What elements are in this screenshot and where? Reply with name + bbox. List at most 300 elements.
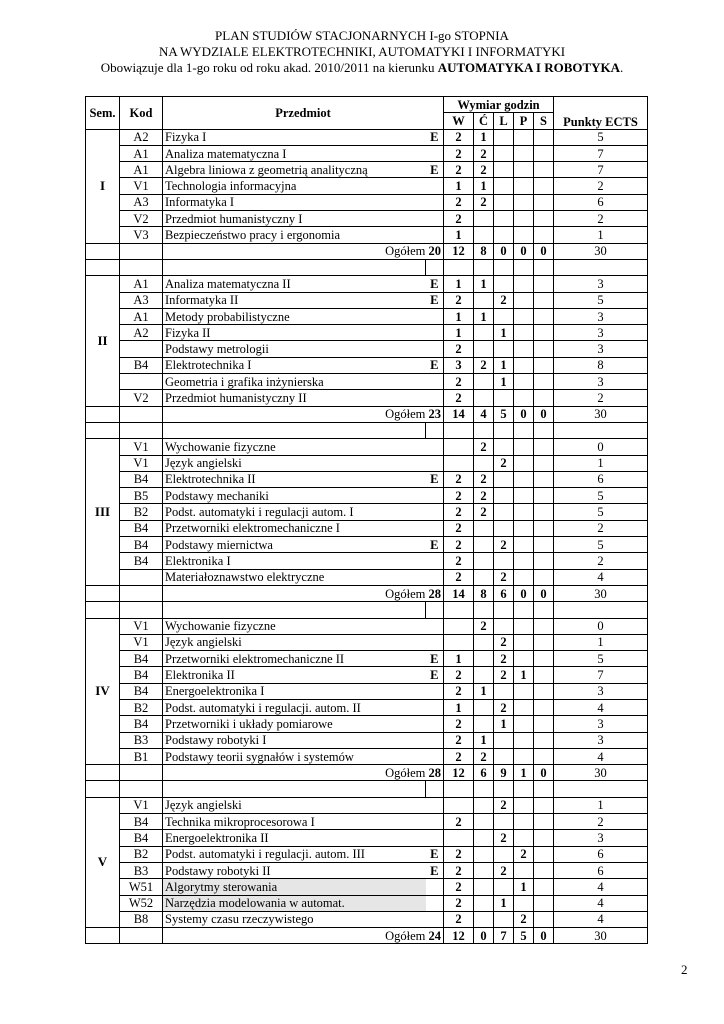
ects-points: 0 — [554, 618, 648, 634]
ects-points: 4 — [554, 699, 648, 715]
hours-c — [474, 911, 494, 927]
exam-flag — [426, 488, 444, 504]
exam-flag — [426, 520, 444, 536]
hours-c — [474, 292, 494, 308]
hours-w: 1 — [444, 651, 474, 667]
hours-c — [474, 862, 494, 878]
table-row — [86, 814, 648, 830]
hours-p — [514, 537, 534, 553]
total-hours-sum: 23 — [428, 407, 441, 422]
hours-w — [444, 618, 474, 634]
total-label-cell — [163, 928, 444, 944]
column-header-w: W — [444, 113, 474, 129]
hours-p: 2 — [514, 846, 534, 862]
hours-w: 2 — [444, 488, 474, 504]
hours-p — [514, 455, 534, 471]
hours-p — [514, 732, 534, 748]
empty-cell — [474, 259, 494, 275]
hours-p — [514, 227, 534, 243]
table-row — [86, 618, 648, 634]
hours-w: 2 — [444, 748, 474, 764]
ects-points: 3 — [554, 683, 648, 699]
total-w: 12 — [444, 765, 474, 781]
hours-w: 2 — [444, 341, 474, 357]
semester-total-row — [86, 243, 648, 259]
hours-p — [514, 390, 534, 406]
hours-s — [534, 553, 554, 569]
hours-s — [534, 683, 554, 699]
exam-flag: E — [426, 129, 444, 145]
hours-p — [514, 341, 534, 357]
ects-points: 4 — [554, 895, 648, 911]
table-row — [86, 879, 648, 895]
hours-c: 2 — [474, 162, 494, 178]
hours-s — [534, 520, 554, 536]
empty-cell — [120, 243, 163, 259]
hours-s — [534, 651, 554, 667]
ects-points: 6 — [554, 862, 648, 878]
hours-w: 2 — [444, 145, 474, 161]
column-header-s: S — [534, 113, 554, 129]
hours-w: 2 — [444, 716, 474, 732]
hours-s — [534, 634, 554, 650]
course-code: B2 — [120, 699, 163, 715]
course-name: Energoelektronika I — [163, 683, 426, 699]
header-line-1: PLAN STUDIÓW STACJONARNYCH I-go STOPNIA — [215, 28, 509, 43]
ects-points: 6 — [554, 471, 648, 487]
header-line-3-suffix: . — [620, 60, 624, 75]
column-header-p: P — [514, 113, 534, 129]
course-code: B4 — [120, 520, 163, 536]
course-name: Fizyka II — [163, 325, 426, 341]
hours-s — [534, 178, 554, 194]
semester-total-row — [86, 585, 648, 601]
separator-row — [86, 259, 648, 275]
hours-w: 1 — [444, 308, 474, 324]
hours-l: 1 — [494, 325, 514, 341]
ects-points: 5 — [554, 651, 648, 667]
table-row — [86, 390, 648, 406]
hours-p — [514, 553, 534, 569]
table-row — [86, 145, 648, 161]
course-code: B3 — [120, 862, 163, 878]
course-name: Bezpieczeństwo pracy i ergonomia — [163, 227, 426, 243]
exam-flag — [426, 683, 444, 699]
exam-flag: E — [426, 276, 444, 292]
hours-l: 1 — [494, 357, 514, 373]
exam-flag — [426, 439, 444, 455]
course-code: B4 — [120, 357, 163, 373]
course-code: A3 — [120, 194, 163, 210]
course-code: V1 — [120, 797, 163, 813]
hours-l: 1 — [494, 374, 514, 390]
empty-cell — [534, 422, 554, 438]
semester-label: I — [86, 129, 120, 243]
empty-cell — [86, 259, 120, 275]
total-p: 1 — [514, 765, 534, 781]
ects-points: 6 — [554, 846, 648, 862]
table-row — [86, 797, 648, 813]
course-name: Podstawy teorii sygnałów i systemów — [163, 748, 426, 764]
hours-c — [474, 520, 494, 536]
hours-s — [534, 129, 554, 145]
exam-flag — [426, 634, 444, 650]
total-ects: 30 — [554, 928, 648, 944]
table-row — [86, 683, 648, 699]
hours-s — [534, 162, 554, 178]
hours-w: 1 — [444, 178, 474, 194]
exam-flag — [426, 830, 444, 846]
hours-s — [534, 194, 554, 210]
hours-c: 1 — [474, 683, 494, 699]
exam-flag — [426, 716, 444, 732]
table-row — [86, 227, 648, 243]
hours-s — [534, 211, 554, 227]
hours-c — [474, 537, 494, 553]
hours-w: 1 — [444, 325, 474, 341]
header-line-3 — [0, 60, 724, 76]
course-name: Przedmiot humanistyczny I — [163, 211, 426, 227]
total-label-cell — [163, 243, 444, 259]
hours-p — [514, 797, 534, 813]
course-code — [120, 374, 163, 390]
hours-w: 2 — [444, 162, 474, 178]
ects-points: 5 — [554, 129, 648, 145]
course-name: Podstawy robotyki II — [163, 862, 426, 878]
ects-points: 2 — [554, 520, 648, 536]
table-row — [86, 569, 648, 585]
semester-label: IV — [86, 618, 120, 765]
ects-points: 5 — [554, 537, 648, 553]
empty-cell — [120, 781, 163, 797]
hours-w: 2 — [444, 504, 474, 520]
table-row — [86, 325, 648, 341]
ects-points: 4 — [554, 748, 648, 764]
hours-p — [514, 748, 534, 764]
hours-c: 1 — [474, 129, 494, 145]
hours-w: 2 — [444, 553, 474, 569]
hours-l: 1 — [494, 716, 514, 732]
hours-l — [494, 145, 514, 161]
hours-l: 2 — [494, 797, 514, 813]
empty-cell — [494, 422, 514, 438]
hours-w: 2 — [444, 211, 474, 227]
hours-s — [534, 455, 554, 471]
course-name: Analiza matematyczna II — [163, 276, 426, 292]
hours-s — [534, 732, 554, 748]
hours-p — [514, 145, 534, 161]
empty-cell — [86, 765, 120, 781]
course-code: B1 — [120, 748, 163, 764]
empty-cell — [426, 259, 444, 275]
empty-cell — [494, 781, 514, 797]
empty-cell — [86, 602, 120, 618]
hours-l — [494, 504, 514, 520]
ects-points: 3 — [554, 716, 648, 732]
semester-label: II — [86, 276, 120, 406]
exam-flag: E — [426, 162, 444, 178]
course-code: V1 — [120, 178, 163, 194]
hours-w: 2 — [444, 667, 474, 683]
course-name: Podstawy robotyki I — [163, 732, 426, 748]
course-name: Technika mikroprocesorowa I — [163, 814, 426, 830]
study-plan-table — [85, 96, 648, 944]
table-row — [86, 178, 648, 194]
course-code: B3 — [120, 732, 163, 748]
column-header-ects: Punkty ECTS — [554, 97, 648, 130]
column-header-l: L — [494, 113, 514, 129]
hours-c — [474, 797, 494, 813]
header-line-3-prefix: Obowiązuje dla 1-go roku od roku akad. 2010/2011 na kierunku — [100, 60, 438, 75]
course-name: Podstawy metrologii — [163, 341, 426, 357]
hours-l — [494, 748, 514, 764]
total-p: 0 — [514, 585, 534, 601]
hours-s — [534, 488, 554, 504]
page-number: 2 — [681, 962, 688, 977]
table-row — [86, 830, 648, 846]
separator-row — [86, 781, 648, 797]
empty-cell — [163, 781, 426, 797]
hours-c — [474, 227, 494, 243]
ects-points: 2 — [554, 211, 648, 227]
hours-l — [494, 276, 514, 292]
ects-points: 1 — [554, 227, 648, 243]
exam-flag — [426, 308, 444, 324]
hours-s — [534, 618, 554, 634]
empty-cell — [120, 602, 163, 618]
hours-l — [494, 879, 514, 895]
hours-c — [474, 211, 494, 227]
empty-cell — [554, 602, 648, 618]
course-name: Wychowanie fizyczne — [163, 439, 426, 455]
hours-w: 2 — [444, 846, 474, 862]
ects-points: 1 — [554, 797, 648, 813]
column-header-kod: Kod — [120, 97, 163, 130]
exam-flag — [426, 732, 444, 748]
course-code — [120, 569, 163, 585]
table-row — [86, 308, 648, 324]
separator-row — [86, 602, 648, 618]
hours-l — [494, 732, 514, 748]
hours-p: 1 — [514, 667, 534, 683]
ects-points: 8 — [554, 357, 648, 373]
hours-l: 1 — [494, 895, 514, 911]
ects-points: 5 — [554, 292, 648, 308]
semester-total-row — [86, 928, 648, 944]
course-name: Energoelektronika II — [163, 830, 426, 846]
ects-points: 7 — [554, 145, 648, 161]
exam-flag: E — [426, 667, 444, 683]
exam-flag — [426, 390, 444, 406]
hours-c — [474, 455, 494, 471]
exam-flag — [426, 895, 444, 911]
ects-points: 4 — [554, 569, 648, 585]
hours-c — [474, 341, 494, 357]
total-l: 9 — [494, 765, 514, 781]
hours-p — [514, 488, 534, 504]
course-name: Technologia informacyjna — [163, 178, 426, 194]
exam-flag: E — [426, 651, 444, 667]
hours-s — [534, 308, 554, 324]
course-name: Narzędzia modelowania w automat. — [163, 895, 426, 911]
hours-s — [534, 276, 554, 292]
table-row — [86, 439, 648, 455]
ects-points: 1 — [554, 455, 648, 471]
course-code — [120, 341, 163, 357]
course-code: W51 — [120, 879, 163, 895]
table-row — [86, 911, 648, 927]
total-l: 5 — [494, 406, 514, 422]
table-row — [86, 651, 648, 667]
total-s: 0 — [534, 765, 554, 781]
table-row — [86, 862, 648, 878]
hours-p — [514, 374, 534, 390]
total-s: 0 — [534, 243, 554, 259]
course-name: Informatyka I — [163, 194, 426, 210]
field-of-study: AUTOMATYKA I ROBOTYKA — [437, 60, 621, 75]
total-l: 6 — [494, 585, 514, 601]
total-hours-sum: 24 — [428, 928, 441, 943]
hours-l — [494, 194, 514, 210]
ects-points: 3 — [554, 276, 648, 292]
exam-flag — [426, 504, 444, 520]
course-code: B4 — [120, 814, 163, 830]
course-code: B4 — [120, 651, 163, 667]
exam-flag — [426, 145, 444, 161]
empty-cell — [534, 602, 554, 618]
hours-l — [494, 162, 514, 178]
hours-c — [474, 846, 494, 862]
hours-s — [534, 846, 554, 862]
ects-points: 3 — [554, 325, 648, 341]
hours-p — [514, 569, 534, 585]
hours-w: 1 — [444, 276, 474, 292]
course-name: Podst. automatyki i regulacji. autom. III — [163, 846, 426, 862]
course-code: A2 — [120, 129, 163, 145]
hours-c — [474, 667, 494, 683]
table-row — [86, 504, 648, 520]
empty-cell — [474, 422, 494, 438]
table-row — [86, 846, 648, 862]
total-w: 14 — [444, 585, 474, 601]
ects-points: 0 — [554, 439, 648, 455]
hours-c — [474, 634, 494, 650]
hours-s — [534, 227, 554, 243]
hours-c: 2 — [474, 471, 494, 487]
ects-points: 6 — [554, 194, 648, 210]
hours-p — [514, 634, 534, 650]
hours-l — [494, 553, 514, 569]
empty-cell — [120, 928, 163, 944]
empty-cell — [163, 602, 426, 618]
hours-w: 1 — [444, 699, 474, 715]
exam-flag — [426, 455, 444, 471]
hours-p — [514, 162, 534, 178]
empty-cell — [494, 602, 514, 618]
total-hours-sum: 28 — [428, 765, 441, 780]
empty-cell — [86, 928, 120, 944]
hours-s — [534, 814, 554, 830]
hours-l — [494, 488, 514, 504]
exam-flag: E — [426, 292, 444, 308]
hours-w: 2 — [444, 862, 474, 878]
total-c: 4 — [474, 406, 494, 422]
ects-points: 7 — [554, 162, 648, 178]
hours-p — [514, 129, 534, 145]
hours-s — [534, 748, 554, 764]
column-header-wymiar: Wymiar godzin — [444, 97, 554, 113]
course-code: B4 — [120, 553, 163, 569]
hours-s — [534, 569, 554, 585]
hours-c — [474, 895, 494, 911]
exam-flag — [426, 569, 444, 585]
ects-points: 3 — [554, 374, 648, 390]
exam-flag — [426, 227, 444, 243]
empty-cell — [86, 243, 120, 259]
hours-p — [514, 699, 534, 715]
course-code: B4 — [120, 471, 163, 487]
exam-flag — [426, 325, 444, 341]
hours-p — [514, 830, 534, 846]
hours-s — [534, 471, 554, 487]
total-label: Ogółem — [385, 407, 426, 422]
course-code: A1 — [120, 145, 163, 161]
empty-cell — [514, 602, 534, 618]
course-code: W52 — [120, 895, 163, 911]
hours-l — [494, 308, 514, 324]
hours-w: 2 — [444, 292, 474, 308]
semester-total-row — [86, 406, 648, 422]
empty-cell — [514, 422, 534, 438]
hours-p — [514, 471, 534, 487]
hours-s — [534, 797, 554, 813]
hours-s — [534, 357, 554, 373]
course-name: Elektrotechnika II — [163, 471, 426, 487]
exam-flag: E — [426, 357, 444, 373]
course-code: A2 — [120, 325, 163, 341]
table-row — [86, 716, 648, 732]
total-hours-sum: 20 — [428, 244, 441, 259]
empty-cell — [554, 422, 648, 438]
hours-w — [444, 634, 474, 650]
hours-l: 2 — [494, 634, 514, 650]
course-name: Podstawy miernictwa — [163, 537, 426, 553]
hours-l — [494, 390, 514, 406]
semester-total-row — [86, 765, 648, 781]
course-code: B4 — [120, 830, 163, 846]
ects-points: 2 — [554, 814, 648, 830]
exam-flag — [426, 374, 444, 390]
course-name: Język angielski — [163, 797, 426, 813]
hours-p — [514, 814, 534, 830]
ects-points: 4 — [554, 911, 648, 927]
hours-w: 2 — [444, 879, 474, 895]
exam-flag: E — [426, 846, 444, 862]
empty-cell — [86, 781, 120, 797]
table-row — [86, 895, 648, 911]
hours-w: 2 — [444, 471, 474, 487]
empty-cell — [120, 765, 163, 781]
course-name: Informatyka II — [163, 292, 426, 308]
hours-p — [514, 895, 534, 911]
hours-w: 2 — [444, 683, 474, 699]
hours-l — [494, 520, 514, 536]
hours-l — [494, 211, 514, 227]
course-name: Podst. automatyki i regulacji autom. I — [163, 504, 426, 520]
total-c: 0 — [474, 928, 494, 944]
hours-w: 2 — [444, 129, 474, 145]
total-label-cell — [163, 765, 444, 781]
